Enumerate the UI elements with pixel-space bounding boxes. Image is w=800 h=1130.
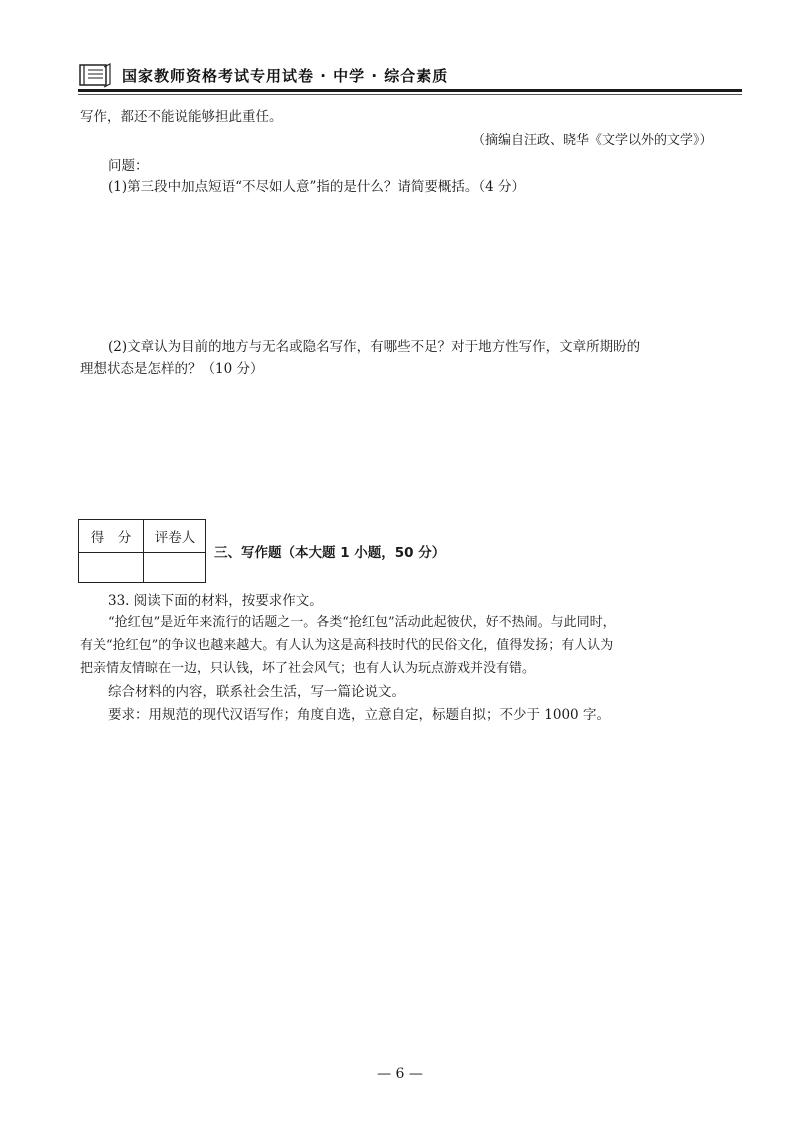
essay-material-line-1: “抢红包”是近年来流行的话题之一。各类“抢红包”活动此起彼伏，好不热闹。与此同时， <box>108 615 616 630</box>
essay-material-line-3: 把亲情友情晾在一边，只认钱，坏了社会风气；也有人认为玩点游戏并没有错。 <box>80 661 536 676</box>
section-title: 三、写作题（本大题 1 小题，50 分） <box>214 545 446 561</box>
page-header <box>78 62 742 90</box>
passage-continuation: 写作，都还不能说能够担此重任。 <box>80 109 283 125</box>
question-2-line-1: (2)文章认为目前的地方与无名或隐名写作，有哪些不足？对于地方性写作，文章所期盼的 <box>108 339 641 355</box>
question-1: (1)第三段中加点短语“不尽如人意”指的是什么？请简要概括。（4 分） <box>108 179 526 195</box>
header-title: 国家教师资格考试专用试卷 · 中学 · 综合素质 <box>122 67 449 85</box>
score-box-divider-h <box>79 552 205 553</box>
score-box <box>78 519 206 583</box>
essay-prompt: 33. 阅读下面的材料，按要求作文。 <box>108 593 323 609</box>
grader-label: 评卷人 <box>154 530 196 546</box>
question-2-line-2: 理想状态是怎样的？（10 分） <box>80 361 264 377</box>
score-label: 得 分 <box>90 530 132 546</box>
essay-requirement: 要求：用规范的现代汉语写作；角度自选，立意自定，标题自拟；不少于 1000 字。 <box>108 707 610 723</box>
book-stack-icon <box>78 62 112 88</box>
header-rule-thin <box>78 94 742 95</box>
essay-instruction: 综合材料的内容，联系社会生活，写一篇论说文。 <box>108 684 405 700</box>
header-rule <box>78 89 742 92</box>
questions-label: 问题： <box>108 158 149 174</box>
page-number: — 6 — <box>377 1066 423 1082</box>
passage-source: （摘编自汪政、晓华《文学以外的文学》） <box>472 133 713 148</box>
essay-material-line-2: 有关“抢红包”的争议也越来越大。有人认为这是高科技时代的民俗文化，值得发扬；有人认为 <box>80 638 614 653</box>
